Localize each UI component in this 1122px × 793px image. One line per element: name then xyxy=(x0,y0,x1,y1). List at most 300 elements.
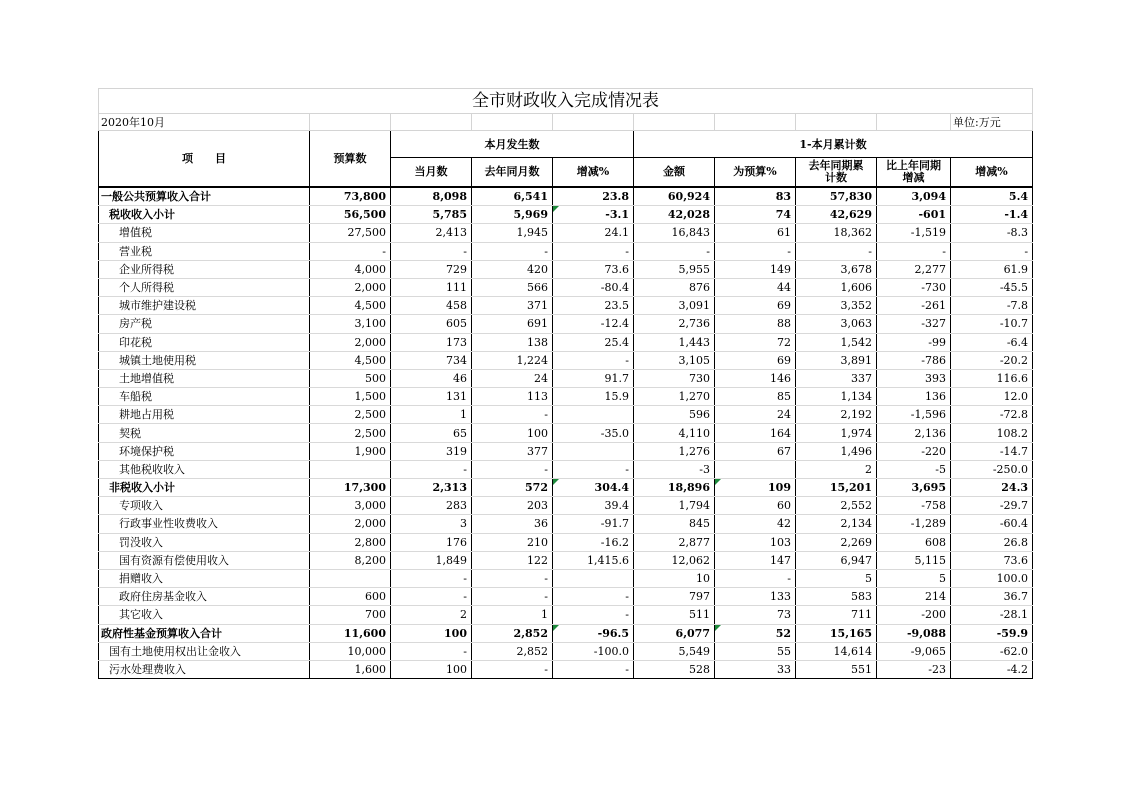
row-value: -250.0 xyxy=(951,460,1033,478)
row-value: 16,843 xyxy=(634,224,715,242)
row-value: -6.4 xyxy=(951,333,1033,351)
row-label: 专项收入 xyxy=(99,497,310,515)
row-value: 583 xyxy=(796,588,877,606)
row-value: 420 xyxy=(472,260,553,278)
table-header xyxy=(99,131,1033,188)
table-body xyxy=(99,187,1033,679)
row-value: -45.5 xyxy=(951,278,1033,296)
row-value: -96.5 xyxy=(553,624,634,642)
row-value: 36.7 xyxy=(951,588,1033,606)
row-value: - xyxy=(391,242,472,260)
row-value: 1,496 xyxy=(796,442,877,460)
table-row xyxy=(99,333,1033,351)
row-value: 109 xyxy=(715,479,796,497)
row-value xyxy=(310,460,391,478)
row-value: 83 xyxy=(715,187,796,206)
row-value: 2,852 xyxy=(472,624,553,642)
row-value: 15,201 xyxy=(796,479,877,497)
row-value: 15.9 xyxy=(553,388,634,406)
table-row xyxy=(99,406,1033,424)
row-value: 3,891 xyxy=(796,351,877,369)
table-row xyxy=(99,624,1033,642)
row-value: 60,924 xyxy=(634,187,715,206)
row-value: 72 xyxy=(715,333,796,351)
row-value: 10,000 xyxy=(310,642,391,660)
row-value: - xyxy=(472,569,553,587)
row-value: -12.4 xyxy=(553,315,634,333)
header-col: 去年同期累计数 xyxy=(796,158,877,188)
row-value: 1,500 xyxy=(310,388,391,406)
row-value: 10 xyxy=(634,569,715,587)
row-value: -3 xyxy=(634,460,715,478)
row-value: -60.4 xyxy=(951,515,1033,533)
row-value: 596 xyxy=(634,406,715,424)
row-value: -9,065 xyxy=(877,642,951,660)
row-value: 26.8 xyxy=(951,533,1033,551)
row-value: 39.4 xyxy=(553,497,634,515)
row-label: 企业所得税 xyxy=(99,260,310,278)
header-col: 去年同月数 xyxy=(472,158,553,188)
row-value: -9,088 xyxy=(877,624,951,642)
row-value: 15,165 xyxy=(796,624,877,642)
row-value: 36 xyxy=(472,515,553,533)
row-value: -91.7 xyxy=(553,515,634,533)
row-value: 6,947 xyxy=(796,551,877,569)
row-value: 42,629 xyxy=(796,206,877,224)
row-value: - xyxy=(715,569,796,587)
row-value: 60 xyxy=(715,497,796,515)
row-value: -29.7 xyxy=(951,497,1033,515)
row-value: - xyxy=(472,242,553,260)
row-value: 146 xyxy=(715,369,796,387)
row-value: 876 xyxy=(634,278,715,296)
row-label: 城市维护建设税 xyxy=(99,297,310,315)
row-value: -200 xyxy=(877,606,951,624)
row-value: 1,443 xyxy=(634,333,715,351)
row-label: 税收收入小计 xyxy=(99,206,310,224)
row-value: 1,542 xyxy=(796,333,877,351)
row-value: 5,549 xyxy=(634,642,715,660)
row-value: 18,896 xyxy=(634,479,715,497)
row-value: 2,269 xyxy=(796,533,877,551)
row-value: -1,596 xyxy=(877,406,951,424)
row-value: 176 xyxy=(391,533,472,551)
row-value: 44 xyxy=(715,278,796,296)
table-row xyxy=(99,642,1033,660)
row-value: 4,000 xyxy=(310,260,391,278)
row-value: 8,200 xyxy=(310,551,391,569)
row-value: -100.0 xyxy=(553,642,634,660)
row-value: 319 xyxy=(391,442,472,460)
row-label: 其它收入 xyxy=(99,606,310,624)
row-value: -5 xyxy=(877,460,951,478)
row-value: 5,115 xyxy=(877,551,951,569)
row-label: 国有资源有偿使用收入 xyxy=(99,551,310,569)
table-row xyxy=(99,551,1033,569)
row-value: 283 xyxy=(391,497,472,515)
row-value: 600 xyxy=(310,588,391,606)
row-value: 605 xyxy=(391,315,472,333)
row-value: 711 xyxy=(796,606,877,624)
row-value: - xyxy=(553,460,634,478)
row-value: 2,413 xyxy=(391,224,472,242)
row-label: 营业税 xyxy=(99,242,310,260)
row-value: 2,313 xyxy=(391,479,472,497)
row-value: - xyxy=(553,588,634,606)
row-value: 4,500 xyxy=(310,351,391,369)
row-label: 耕地占用税 xyxy=(99,406,310,424)
row-value: 74 xyxy=(715,206,796,224)
table-row xyxy=(99,369,1033,387)
row-value: -220 xyxy=(877,442,951,460)
row-value: 5,955 xyxy=(634,260,715,278)
row-value xyxy=(553,569,634,587)
table-row xyxy=(99,224,1033,242)
row-value: -7.8 xyxy=(951,297,1033,315)
row-value: 797 xyxy=(634,588,715,606)
row-value: 2,277 xyxy=(877,260,951,278)
row-value: 511 xyxy=(634,606,715,624)
row-value: 1,134 xyxy=(796,388,877,406)
row-value: 3,678 xyxy=(796,260,877,278)
row-value: 61.9 xyxy=(951,260,1033,278)
row-value: - xyxy=(877,242,951,260)
row-value xyxy=(553,406,634,424)
row-label: 其他税收收入 xyxy=(99,460,310,478)
row-value: - xyxy=(715,242,796,260)
row-value: 11,600 xyxy=(310,624,391,642)
row-value: 2 xyxy=(796,460,877,478)
row-value: 108.2 xyxy=(951,424,1033,442)
row-value: 3,000 xyxy=(310,497,391,515)
row-value: 337 xyxy=(796,369,877,387)
row-value: - xyxy=(951,242,1033,260)
row-value: 845 xyxy=(634,515,715,533)
header-col: 增减% xyxy=(951,158,1033,188)
row-value: 6,077 xyxy=(634,624,715,642)
row-value: -28.1 xyxy=(951,606,1033,624)
row-value: 2,552 xyxy=(796,497,877,515)
row-value: - xyxy=(796,242,877,260)
row-value: 3,695 xyxy=(877,479,951,497)
table-row xyxy=(99,460,1033,478)
row-value: 371 xyxy=(472,297,553,315)
row-value: 73,800 xyxy=(310,187,391,206)
row-value: 1,849 xyxy=(391,551,472,569)
header-col: 金额 xyxy=(634,158,715,188)
row-value: 2,852 xyxy=(472,642,553,660)
row-value: 2,136 xyxy=(877,424,951,442)
row-value: 88 xyxy=(715,315,796,333)
row-label: 一般公共预算收入合计 xyxy=(99,187,310,206)
row-value: 1,974 xyxy=(796,424,877,442)
row-value: 500 xyxy=(310,369,391,387)
row-label: 土地增值税 xyxy=(99,369,310,387)
row-value: 23.8 xyxy=(553,187,634,206)
header-col: 比上年同期增减 xyxy=(877,158,951,188)
row-value: 2,192 xyxy=(796,406,877,424)
table-row xyxy=(99,442,1033,460)
table-row xyxy=(99,187,1033,206)
row-label: 车船税 xyxy=(99,388,310,406)
row-value: -99 xyxy=(877,333,951,351)
row-value: -20.2 xyxy=(951,351,1033,369)
row-value: 1,600 xyxy=(310,660,391,678)
row-value: 3 xyxy=(391,515,472,533)
row-value: 700 xyxy=(310,606,391,624)
row-value: 1,276 xyxy=(634,442,715,460)
row-value: -10.7 xyxy=(951,315,1033,333)
row-value: 3,352 xyxy=(796,297,877,315)
row-label: 房产税 xyxy=(99,315,310,333)
row-value: 18,362 xyxy=(796,224,877,242)
report-date: 2020年10月 xyxy=(99,114,310,131)
header-col: 当月数 xyxy=(391,158,472,188)
row-value: 6,541 xyxy=(472,187,553,206)
report-sheet xyxy=(98,88,1032,679)
row-value: 164 xyxy=(715,424,796,442)
row-value: - xyxy=(472,460,553,478)
row-label: 国有土地使用权出让金收入 xyxy=(99,642,310,660)
header-budget: 预算数 xyxy=(310,131,391,188)
header-col: 为预算% xyxy=(715,158,796,188)
table-row xyxy=(99,351,1033,369)
row-value: -80.4 xyxy=(553,278,634,296)
row-value: 5.4 xyxy=(951,187,1033,206)
row-value: - xyxy=(391,460,472,478)
row-value: 3,094 xyxy=(877,187,951,206)
header-item: 项 目 xyxy=(99,131,310,188)
row-label: 环境保护税 xyxy=(99,442,310,460)
row-value: - xyxy=(472,588,553,606)
row-value: -72.8 xyxy=(951,406,1033,424)
header-month-group: 本月发生数 xyxy=(391,131,634,158)
row-value: 5,785 xyxy=(391,206,472,224)
table-row xyxy=(99,424,1033,442)
row-value: 55 xyxy=(715,642,796,660)
table-row xyxy=(99,297,1033,315)
row-value: -3.1 xyxy=(553,206,634,224)
row-value: 1 xyxy=(472,606,553,624)
row-label: 污水处理费收入 xyxy=(99,660,310,678)
row-value: 147 xyxy=(715,551,796,569)
row-value: 572 xyxy=(472,479,553,497)
row-value: 1,794 xyxy=(634,497,715,515)
row-value: -35.0 xyxy=(553,424,634,442)
row-value: -1,519 xyxy=(877,224,951,242)
row-value: -4.2 xyxy=(951,660,1033,678)
row-value: 67 xyxy=(715,442,796,460)
row-value: - xyxy=(553,242,634,260)
row-value: - xyxy=(391,642,472,660)
row-value: 2,736 xyxy=(634,315,715,333)
row-value: 23.5 xyxy=(553,297,634,315)
row-value: - xyxy=(472,406,553,424)
row-value xyxy=(553,442,634,460)
row-value: 57,830 xyxy=(796,187,877,206)
row-value: 103 xyxy=(715,533,796,551)
row-value: 1,415.6 xyxy=(553,551,634,569)
table-row xyxy=(99,242,1033,260)
row-value: 136 xyxy=(877,388,951,406)
row-value: 73 xyxy=(715,606,796,624)
row-value: 42,028 xyxy=(634,206,715,224)
row-value: 131 xyxy=(391,388,472,406)
row-value: 73.6 xyxy=(951,551,1033,569)
row-label: 行政事业性收费收入 xyxy=(99,515,310,533)
row-value: 33 xyxy=(715,660,796,678)
row-value: 69 xyxy=(715,351,796,369)
row-value: 17,300 xyxy=(310,479,391,497)
row-value: 1,270 xyxy=(634,388,715,406)
row-value: -261 xyxy=(877,297,951,315)
row-value: 566 xyxy=(472,278,553,296)
row-value: 2,500 xyxy=(310,406,391,424)
row-value: -1,289 xyxy=(877,515,951,533)
row-label: 印花税 xyxy=(99,333,310,351)
row-value: -1.4 xyxy=(951,206,1033,224)
page-title: 全市财政收入完成情况表 xyxy=(99,89,1033,114)
row-value: 56,500 xyxy=(310,206,391,224)
row-value: 100.0 xyxy=(951,569,1033,587)
row-label: 罚没收入 xyxy=(99,533,310,551)
row-value: -730 xyxy=(877,278,951,296)
row-value: 4,110 xyxy=(634,424,715,442)
row-value: 91.7 xyxy=(553,369,634,387)
row-value: 729 xyxy=(391,260,472,278)
table-row xyxy=(99,315,1033,333)
row-value: 25.4 xyxy=(553,333,634,351)
row-value: - xyxy=(553,606,634,624)
row-value: 149 xyxy=(715,260,796,278)
row-value: 5,969 xyxy=(472,206,553,224)
table-row xyxy=(99,479,1033,497)
row-value xyxy=(715,460,796,478)
row-value: 65 xyxy=(391,424,472,442)
row-value: 61 xyxy=(715,224,796,242)
row-value: 2,800 xyxy=(310,533,391,551)
row-value: -59.9 xyxy=(951,624,1033,642)
row-value: 173 xyxy=(391,333,472,351)
row-value: 113 xyxy=(472,388,553,406)
row-value: 100 xyxy=(391,660,472,678)
row-value: 3,091 xyxy=(634,297,715,315)
row-value: 2,000 xyxy=(310,333,391,351)
row-value: -8.3 xyxy=(951,224,1033,242)
table-row xyxy=(99,588,1033,606)
row-label: 非税收入小计 xyxy=(99,479,310,497)
unit-label: 单位:万元 xyxy=(951,114,1033,131)
table-row xyxy=(99,606,1033,624)
row-value: 42 xyxy=(715,515,796,533)
table-row xyxy=(99,515,1033,533)
row-value: - xyxy=(310,242,391,260)
row-value: 210 xyxy=(472,533,553,551)
row-value: 73.6 xyxy=(553,260,634,278)
row-value: 100 xyxy=(391,624,472,642)
row-value: 203 xyxy=(472,497,553,515)
row-value: 24.3 xyxy=(951,479,1033,497)
row-label: 城镇土地使用税 xyxy=(99,351,310,369)
row-value: 1,945 xyxy=(472,224,553,242)
row-value: 116.6 xyxy=(951,369,1033,387)
row-value: - xyxy=(553,351,634,369)
row-label: 捐赠收入 xyxy=(99,569,310,587)
row-value: 52 xyxy=(715,624,796,642)
row-value: 2,000 xyxy=(310,515,391,533)
row-value: 691 xyxy=(472,315,553,333)
row-value: 393 xyxy=(877,369,951,387)
row-value: -23 xyxy=(877,660,951,678)
row-value: 3,105 xyxy=(634,351,715,369)
row-value: 133 xyxy=(715,588,796,606)
header-ytd-group: 1-本月累计数 xyxy=(634,131,1033,158)
row-value: 1,606 xyxy=(796,278,877,296)
row-value: 3,100 xyxy=(310,315,391,333)
row-value: 1,900 xyxy=(310,442,391,460)
row-value: -601 xyxy=(877,206,951,224)
row-value: 24 xyxy=(472,369,553,387)
row-value: 730 xyxy=(634,369,715,387)
row-value: -14.7 xyxy=(951,442,1033,460)
row-label: 政府住房基金收入 xyxy=(99,588,310,606)
row-value: - xyxy=(391,569,472,587)
row-value: 528 xyxy=(634,660,715,678)
row-value: - xyxy=(553,660,634,678)
row-value: 12.0 xyxy=(951,388,1033,406)
table-row xyxy=(99,260,1033,278)
row-label: 契税 xyxy=(99,424,310,442)
row-value: 12,062 xyxy=(634,551,715,569)
row-value: 551 xyxy=(796,660,877,678)
row-value: 138 xyxy=(472,333,553,351)
row-value: 5 xyxy=(877,569,951,587)
row-value: -62.0 xyxy=(951,642,1033,660)
revenue-table xyxy=(98,88,1033,679)
row-value: 85 xyxy=(715,388,796,406)
row-value: 2,000 xyxy=(310,278,391,296)
row-value: - xyxy=(391,588,472,606)
row-value: 122 xyxy=(472,551,553,569)
row-value: 27,500 xyxy=(310,224,391,242)
row-value: - xyxy=(634,242,715,260)
row-value: 2,134 xyxy=(796,515,877,533)
row-value: 1 xyxy=(391,406,472,424)
row-value: 69 xyxy=(715,297,796,315)
table-row xyxy=(99,497,1033,515)
row-value: 14,614 xyxy=(796,642,877,660)
row-value: 304.4 xyxy=(553,479,634,497)
row-value: 111 xyxy=(391,278,472,296)
row-value: 2 xyxy=(391,606,472,624)
row-value: 2,877 xyxy=(634,533,715,551)
row-value: 3,063 xyxy=(796,315,877,333)
row-value: 5 xyxy=(796,569,877,587)
row-value: 214 xyxy=(877,588,951,606)
table-row xyxy=(99,660,1033,678)
row-value: 377 xyxy=(472,442,553,460)
row-value: -327 xyxy=(877,315,951,333)
row-value: -16.2 xyxy=(553,533,634,551)
row-value: 608 xyxy=(877,533,951,551)
row-value: 100 xyxy=(472,424,553,442)
row-value: 2,500 xyxy=(310,424,391,442)
row-value: - xyxy=(472,660,553,678)
row-value xyxy=(310,569,391,587)
row-label: 政府性基金预算收入合计 xyxy=(99,624,310,642)
row-value: 1,224 xyxy=(472,351,553,369)
row-value: 734 xyxy=(391,351,472,369)
